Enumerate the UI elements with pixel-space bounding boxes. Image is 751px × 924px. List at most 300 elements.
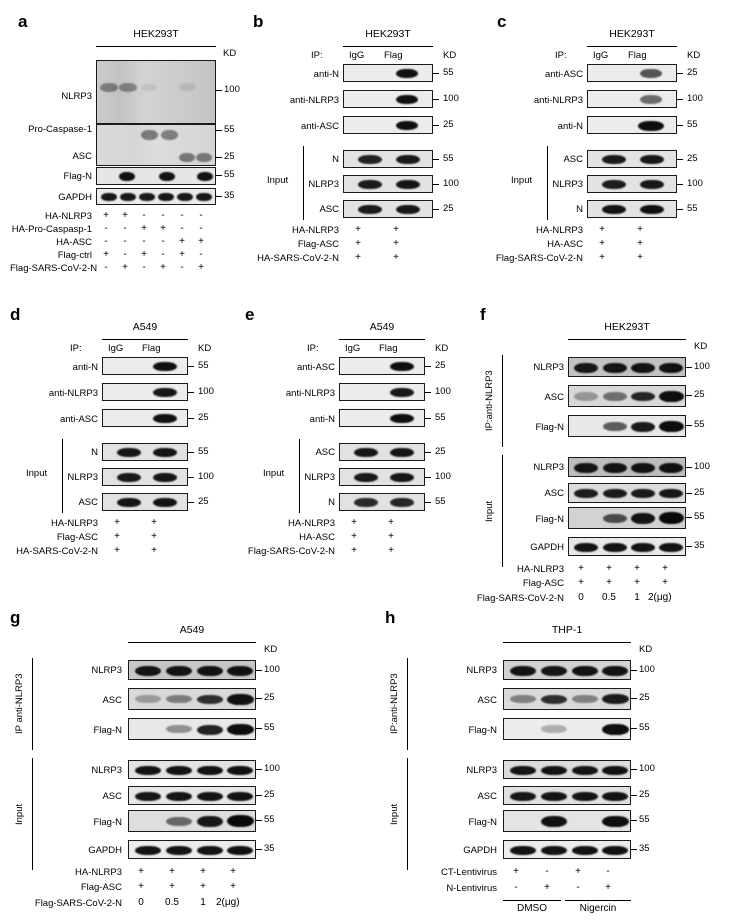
panel-d-title-rule: [102, 339, 188, 340]
panel-g-inputrow-label-3: GAPDH: [88, 845, 122, 856]
panel-e-cond-1-0: +: [351, 531, 357, 542]
panel-g-iprow-label-1: ASC: [102, 695, 122, 706]
panel-b-cond-1-0: +: [355, 238, 361, 249]
panel-h-inputrow-label-1: ASC: [477, 791, 497, 802]
panel-c-input-kd-0: 25: [687, 153, 698, 164]
panel-b-cond-0-0: +: [355, 224, 361, 235]
panel-c-blot-antiASC: [587, 64, 677, 82]
panel-g-cond-label-2: Flag-SARS-CoV-2-N: [34, 898, 122, 909]
panel-d-inputrow-label-1: NLRP3: [67, 472, 98, 483]
panel-f-input-brace: [502, 455, 503, 567]
panel-a-kd-100: 100: [224, 84, 240, 95]
panel-d-cond-2-0: +: [114, 545, 120, 556]
panel-d-ip-lane-flag: Flag: [142, 343, 161, 354]
panel-d-blot-antiN: [102, 357, 188, 375]
panel-f-blot-ip-NLRP3: [568, 357, 686, 377]
panel-b-input-kd-0: 55: [443, 153, 454, 164]
panel-h-ip-kd-1: 25: [639, 692, 650, 703]
panel-h-inputrow-label-3: GAPDH: [463, 845, 497, 856]
panel-c-iprow-label-0: anti-ASC: [544, 69, 583, 80]
panel-h-inputrow-label-0: NLRP3: [466, 765, 497, 776]
panel-g-cond-0-1: +: [169, 866, 175, 877]
panel-d-input-kd-2: 25: [198, 496, 209, 507]
panel-f-blot-ip-ASC: [568, 385, 686, 407]
panel-c-cond-label-2: Flag-SARS-CoV-2-N: [495, 253, 583, 264]
panel-e-input-label: Input: [263, 468, 285, 479]
panel-e-ip-lane-igg: IgG: [345, 343, 361, 354]
panel-e-kd-1: 100: [435, 386, 451, 397]
panel-b-kd-header: KD: [443, 50, 457, 61]
panel-b-ip-lane-flag: Flag: [384, 50, 403, 61]
panel-c-ip-lane-igg: IgG: [593, 50, 609, 61]
panel-f-blot-input-NLRP3: [568, 457, 686, 477]
panel-h-blot-input-GAPDH: [503, 840, 631, 859]
panel-a-cond-4-4: -: [180, 262, 184, 273]
panel-e-cond-0-1: +: [388, 517, 394, 528]
panel-h-cond-0-1: -: [545, 866, 549, 877]
panel-h-blot-ip-NLRP3: [503, 660, 631, 680]
panel-e-title-rule: [339, 339, 425, 340]
panel-g-inputrow-label-1: ASC: [102, 791, 122, 802]
panel-f-inputrow-label-1: ASC: [544, 488, 564, 499]
panel-a-row-label-nlrp3: NLRP3: [61, 91, 92, 102]
panel-d-blot-antiNLRP3: [102, 383, 188, 401]
panel-g-ip-brace: [32, 658, 33, 750]
panel-b-cond-0-1: +: [393, 224, 399, 235]
panel-f-kd-header: KD: [694, 341, 708, 352]
panel-g-iprow-label-0: NLRP3: [91, 665, 122, 676]
panel-b-inputrow-label-0: N: [332, 154, 339, 165]
panel-a-tick-55: [216, 130, 222, 131]
panel-h-input-kd-0: 100: [639, 763, 655, 774]
panel-d-label: d: [10, 305, 21, 324]
panel-h-group-dmso: DMSO: [517, 903, 547, 914]
panel-d-inputrow-label-2: ASC: [78, 497, 98, 508]
panel-a-cond-4-5: +: [198, 262, 204, 273]
panel-c-kd-1: 100: [687, 93, 703, 104]
panel-g-blot-input-ASC: [128, 786, 256, 805]
panel-b-blot-input-ASC: [343, 200, 433, 218]
panel-g-iprow-label-2: Flag-N: [93, 725, 122, 736]
panel-f-ip-kd-1: 25: [694, 389, 705, 400]
panel-a-cond-label-3: Flag-ctrl: [57, 250, 92, 261]
panel-e-input-kd-1: 100: [435, 471, 451, 482]
panel-d-iprow-label-2: anti-ASC: [59, 414, 98, 425]
panel-a-blot-nlrp3: [96, 60, 216, 124]
panel-b-ip-lane-igg: IgG: [349, 50, 365, 61]
panel-g-ip-kd-0: 100: [264, 664, 280, 675]
panel-h-dmso-rule: [503, 900, 561, 901]
panel-a-tick-35: [216, 196, 222, 197]
panel-c-cond-0-0: +: [599, 224, 605, 235]
panel-e-iprow-label-0: anti-ASC: [296, 362, 335, 373]
panel-a-kd-header: KD: [223, 48, 237, 59]
panel-c-ip-label: IP:: [555, 50, 567, 61]
panel-d-cond-0-0: +: [114, 517, 120, 528]
panel-b-blot-input-NLRP3: [343, 175, 433, 193]
panel-g-blot-ip-NLRP3: [128, 660, 256, 680]
panel-h-cond-1-0: -: [514, 882, 518, 893]
panel-e-blot-input-ASC: [339, 443, 425, 461]
panel-b-cond-label-2: HA-SARS-CoV-2-N: [257, 253, 339, 264]
panel-b-ip-label: IP:: [311, 50, 323, 61]
panel-e-iprow-label-2: anti-N: [309, 414, 335, 425]
panel-a-cond-4-0: -: [104, 262, 108, 273]
panel-a-cond-0-2: -: [142, 210, 146, 221]
panel-c-inputrow-label-0: ASC: [563, 154, 583, 165]
panel-f-cond-2-1: 0.5: [602, 592, 616, 603]
panel-c-input-kd-2: 55: [687, 203, 698, 214]
panel-f-cond-label-0: HA-NLRP3: [517, 564, 564, 575]
panel-f-input-kd-3: 35: [694, 540, 705, 551]
panel-g-inputrow-label-2: Flag-N: [93, 817, 122, 828]
panel-g-ip-kd-2: 55: [264, 722, 275, 733]
panel-g-cond-label-1: Flag-ASC: [80, 882, 122, 893]
panel-a-cond-0-5: -: [199, 210, 203, 221]
panel-d-cond-1-1: +: [151, 531, 157, 542]
panel-h-ip-kd-0: 100: [639, 664, 655, 675]
panel-b-inputrow-label-2: ASC: [319, 204, 339, 215]
panel-g-input-brace: [32, 758, 33, 870]
panel-e-inputrow-label-2: N: [328, 497, 335, 508]
panel-c-cond-0-1: +: [637, 224, 643, 235]
panel-h-blot-ip-FlagN: [503, 718, 631, 740]
panel-f-cond-2-2: 1: [634, 592, 640, 603]
panel-d-kd-header: KD: [198, 343, 212, 354]
panel-e-cond-label-0: HA-NLRP3: [288, 518, 335, 529]
panel-f-cond-1-3: +: [662, 577, 668, 588]
panel-c-cond-label-0: HA-NLRP3: [536, 225, 583, 236]
panel-h-blot-input-ASC: [503, 786, 631, 805]
panel-h-title-rule: [503, 642, 631, 643]
panel-f-cond-0-1: +: [606, 563, 612, 574]
panel-e-cond-label-2: Flag-SARS-CoV-2-N: [247, 546, 335, 557]
panel-b-cond-label-1: Flag-ASC: [297, 239, 339, 250]
panel-a-title-rule: [96, 46, 216, 47]
panel-a-cond-1-0: -: [104, 223, 108, 234]
panel-c-inputrow-label-2: N: [576, 204, 583, 215]
panel-e-label: e: [245, 305, 255, 324]
panel-g-input-kd-2: 55: [264, 814, 275, 825]
panel-a-cond-3-5: -: [199, 249, 203, 260]
panel-d-iprow-label-0: anti-N: [72, 362, 98, 373]
panel-a-cond-4-1: +: [122, 262, 128, 273]
panel-c-input-kd-1: 100: [687, 178, 703, 189]
panel-g-cond-label-0: HA-NLRP3: [75, 867, 122, 878]
panel-f-iprow-label-1: ASC: [544, 392, 564, 403]
panel-g-ip-side-label: IP anti-NLRP3: [14, 673, 25, 735]
panel-g-title-rule: [128, 642, 256, 643]
panel-b-kd-2: 25: [443, 119, 454, 130]
panel-c-iprow-label-1: anti-NLRP3: [533, 95, 583, 106]
panel-g-blot-ip-FlagN: [128, 718, 256, 740]
panel-h-ip-brace: [407, 658, 408, 750]
panel-g-cond-2-0: 0: [138, 897, 144, 908]
panel-h-blot-input-NLRP3: [503, 760, 631, 779]
panel-a-cond-label-2: HA-ASC: [56, 237, 92, 248]
panel-f-inputrow-label-0: NLRP3: [533, 462, 564, 473]
panel-f-iprow-label-0: NLRP3: [533, 362, 564, 373]
panel-h-cond-0-0: +: [513, 866, 519, 877]
panel-f-inputrow-label-2: Flag-N: [535, 514, 564, 525]
panel-a-cond-label-1: HA-Pro-Caspasp-1: [11, 224, 92, 235]
panel-g-blot-input-GAPDH: [128, 840, 256, 859]
panel-f-blot-ip-FlagN: [568, 415, 686, 437]
panel-g-input-kd-3: 35: [264, 843, 275, 854]
panel-g-blot-ip-ASC: [128, 688, 256, 710]
panel-d-cond-0-1: +: [151, 517, 157, 528]
panel-h-cond-0-2: +: [575, 866, 581, 877]
panel-f-cond-1-1: +: [606, 577, 612, 588]
panel-e-input-kd-2: 55: [435, 496, 446, 507]
panel-e-blot-input-N: [339, 493, 425, 511]
panel-d-cond-1-0: +: [114, 531, 120, 542]
panel-c-kd-2: 55: [687, 119, 698, 130]
panel-a-cond-4-2: -: [142, 262, 146, 273]
panel-h-ip-side-label: IP:anti-NLRP3: [389, 673, 400, 735]
panel-f-input-label: Input: [484, 500, 495, 522]
panel-h-cond-1-2: -: [576, 882, 580, 893]
panel-h-cond-1-3: +: [605, 882, 611, 893]
panel-f-cond-1-0: +: [578, 577, 584, 588]
panel-a-blot-gapdh: [96, 188, 216, 205]
panel-h-label: h: [385, 608, 396, 627]
panel-g-cond-1-2: +: [200, 881, 206, 892]
panel-h-input-kd-2: 55: [639, 814, 650, 825]
panel-a-cond-0-0: +: [103, 210, 109, 221]
panel-b-cond-label-0: HA-NLRP3: [292, 225, 339, 236]
panel-a-cond-2-1: -: [123, 236, 127, 247]
panel-f-cond-0-0: +: [578, 563, 584, 574]
panel-a-tick-55b: [216, 175, 222, 176]
panel-e-inputrow-label-1: NLRP3: [304, 472, 335, 483]
panel-a-cond-3-1: -: [123, 249, 127, 260]
panel-g-cond-2-3: 2(μg): [216, 897, 240, 908]
panel-h-iprow-label-1: ASC: [477, 695, 497, 706]
panel-a-cond-3-2: +: [141, 249, 147, 260]
panel-d-cond-label-2: HA-SARS-CoV-2-N: [16, 546, 98, 557]
panel-f-cond-2-0: 0: [578, 592, 584, 603]
panel-a-row-label-procaspase1: Pro-Caspase-1: [28, 124, 92, 135]
panel-f-title-rule: [568, 339, 686, 340]
panel-b-input-label: Input: [267, 175, 289, 186]
panel-f-cell-line: HEK293T: [604, 321, 650, 333]
panel-d-ip-label: IP:: [70, 343, 82, 354]
panel-b-iprow-label-1: anti-NLRP3: [289, 95, 339, 106]
panel-g-cond-2-1: 0.5: [165, 897, 179, 908]
panel-h-blot-input-FlagN: [503, 810, 631, 832]
panel-e-ip-label: IP:: [307, 343, 319, 354]
panel-b-input-kd-2: 25: [443, 203, 454, 214]
panel-h-cell-line: THP-1: [551, 624, 583, 636]
panel-f-input-kd-2: 55: [694, 511, 705, 522]
panel-h-iprow-label-2: Flag-N: [468, 725, 497, 736]
panel-f-cond-2-3: 2(μg): [648, 592, 672, 603]
panel-f-input-kd-1: 25: [694, 487, 705, 498]
panel-b-cond-2-0: +: [355, 252, 361, 263]
panel-f-cond-0-3: +: [662, 563, 668, 574]
panel-a-blot-flagn: [96, 167, 216, 185]
panel-a-cond-2-0: -: [104, 236, 108, 247]
panel-c-blot-antiN: [587, 116, 677, 134]
panel-b-kd-1: 100: [443, 93, 459, 104]
panel-e-kd-2: 55: [435, 412, 446, 423]
panel-g-ip-kd-1: 25: [264, 692, 275, 703]
panel-a-kd-55b: 55: [224, 169, 235, 180]
panel-h-ip-kd-2: 55: [639, 722, 650, 733]
panel-a-cond-1-1: -: [123, 223, 127, 234]
panel-c-cond-1-0: +: [599, 238, 605, 249]
panel-c-cond-2-1: +: [637, 252, 643, 263]
panel-a-cond-0-4: -: [180, 210, 184, 221]
panel-a-cond-4-3: +: [160, 262, 166, 273]
panel-e-blot-antiNLRP3: [339, 383, 425, 401]
panel-d-kd-1: 100: [198, 386, 214, 397]
panel-a-kd-35: 35: [224, 190, 235, 201]
panel-f-ip-kd-2: 55: [694, 419, 705, 430]
panel-a-blot-caspase-asc: [96, 124, 216, 166]
panel-b-inputrow-label-1: NLRP3: [308, 179, 339, 190]
panel-e-cell-line: A549: [369, 321, 395, 333]
panel-h-iprow-label-0: NLRP3: [466, 665, 497, 676]
panel-b-input-kd-1: 100: [443, 178, 459, 189]
panel-a-cond-3-0: +: [103, 249, 109, 260]
panel-b-cell-line: HEK293T: [365, 28, 411, 40]
panel-f-iprow-label-2: Flag-N: [535, 422, 564, 433]
panel-d-blot-input-NLRP3: [102, 468, 188, 486]
panel-e-kd-0: 25: [435, 360, 446, 371]
panel-c-inputrow-label-1: NLRP3: [552, 179, 583, 190]
panel-e-iprow-label-1: anti-NLRP3: [285, 388, 335, 399]
panel-b-blot-antiNLRP3: [343, 90, 433, 108]
panel-b-cond-2-1: +: [393, 252, 399, 263]
panel-c-cond-1-1: +: [637, 238, 643, 249]
panel-f-blot-input-GAPDH: [568, 537, 686, 556]
panel-a-cond-0-1: +: [122, 210, 128, 221]
panel-c-ip-lane-flag: Flag: [628, 50, 647, 61]
panel-e-cond-2-1: +: [388, 545, 394, 556]
panel-a-kd-25: 25: [224, 151, 235, 162]
panel-f-blot-input-FlagN: [568, 507, 686, 529]
panel-h-input-brace: [407, 758, 408, 870]
panel-e-blot-antiASC: [339, 357, 425, 375]
panel-a-row-label-gapdh: GAPDH: [58, 192, 92, 203]
panel-g-kd-header: KD: [264, 644, 278, 655]
panel-a-conditions: [10, 210, 218, 275]
panel-g-cond-0-2: +: [200, 866, 206, 877]
panel-a-cond-label-4: Flag-SARS-CoV-2-N: [10, 263, 98, 274]
panel-a-tick-100: [216, 90, 222, 91]
panel-a-row-label-flagn: Flag-N: [63, 171, 92, 182]
panel-f-inputrow-label-3: GAPDH: [530, 542, 564, 553]
panel-e-cond-2-0: +: [351, 545, 357, 556]
panel-a-cond-2-4: +: [179, 236, 185, 247]
panel-h-cond-label-0: CT-Lentivirus: [441, 867, 497, 878]
panel-b-kd-0: 55: [443, 67, 454, 78]
panel-f-cond-1-2: +: [634, 577, 640, 588]
panel-h-blot-ip-ASC: [503, 688, 631, 710]
panel-c-cond-2-0: +: [599, 252, 605, 263]
panel-f-ip-brace: [502, 355, 503, 447]
panel-a-cond-1-3: +: [160, 223, 166, 234]
panel-b-blot-antiN: [343, 64, 433, 82]
panel-c-cell-line: HEK293T: [609, 28, 655, 40]
panel-g-input-label: Input: [14, 803, 25, 825]
panel-b-blot-input-N: [343, 150, 433, 168]
panel-b-blot-antiASC: [343, 116, 433, 134]
panel-a-cond-1-2: +: [141, 223, 147, 234]
panel-a-label: a: [18, 12, 28, 31]
panel-d-cell-line: A549: [132, 321, 158, 333]
panel-g-input-kd-0: 100: [264, 763, 280, 774]
panel-h-kd-header: KD: [639, 644, 653, 655]
panel-h-cond-label-1: N-Lentivirus: [446, 883, 497, 894]
panel-a-cond-0-3: -: [161, 210, 165, 221]
panel-e-cond-label-1: HA-ASC: [299, 532, 335, 543]
panel-d-input-kd-0: 55: [198, 446, 209, 457]
panel-c-blot-input-ASC: [587, 150, 677, 168]
panel-a-tick-25: [216, 157, 222, 158]
panel-a-cond-2-2: -: [142, 236, 146, 247]
panel-c-title-rule: [587, 46, 677, 47]
panel-h-group-nigercin: Nigercin: [579, 903, 617, 914]
panel-g-label: g: [10, 608, 21, 627]
panel-h-inputrow-label-2: Flag-N: [468, 817, 497, 828]
panel-e-kd-header: KD: [435, 343, 449, 354]
panel-a-cond-2-5: +: [198, 236, 204, 247]
panel-g-cond-0-0: +: [138, 866, 144, 877]
panel-h-cond-0-3: -: [606, 866, 610, 877]
panel-h-input-label: Input: [389, 803, 400, 825]
panel-d-input-label: Input: [26, 468, 48, 479]
panel-f-blot-input-ASC: [568, 483, 686, 503]
panel-g-cond-1-0: +: [138, 881, 144, 892]
panel-a-cond-2-3: -: [161, 236, 165, 247]
panel-e-ip-lane-flag: Flag: [379, 343, 398, 354]
panel-d-blot-input-N: [102, 443, 188, 461]
panel-d-input-kd-1: 100: [198, 471, 214, 482]
panel-d-kd-2: 25: [198, 412, 209, 423]
panel-c-cond-label-1: HA-ASC: [547, 239, 583, 250]
panel-c-kd-0: 25: [687, 67, 698, 78]
panel-f-ip-side-label: IP:anti-NLRP3: [484, 370, 495, 432]
panel-a-cell-line: HEK293T: [133, 28, 179, 40]
panel-g-cell-line: A549: [179, 624, 205, 636]
panel-a-cond-3-4: +: [179, 249, 185, 260]
panel-g-blot-input-FlagN: [128, 810, 256, 832]
panel-a-kd-55: 55: [224, 124, 235, 135]
panel-h-cond-1-1: +: [544, 882, 550, 893]
panel-f-label: f: [480, 305, 486, 324]
panel-c-label: c: [497, 12, 507, 31]
panel-f-input-kd-0: 100: [694, 461, 710, 472]
panel-b-iprow-label-0: anti-N: [313, 69, 339, 80]
panel-b-cond-1-1: +: [393, 238, 399, 249]
panel-e-blot-input-NLRP3: [339, 468, 425, 486]
panel-d-kd-0: 55: [198, 360, 209, 371]
panel-h-nigercin-rule: [565, 900, 631, 901]
panel-a-cond-1-4: -: [180, 223, 184, 234]
panel-e-cond-1-1: +: [388, 531, 394, 542]
panel-g-blot-input-NLRP3: [128, 760, 256, 779]
panel-b-label: b: [253, 12, 264, 31]
panel-d-inputrow-label-0: N: [91, 447, 98, 458]
panel-c-kd-header: KD: [687, 50, 701, 61]
panel-a-cond-label-0: HA-NLRP3: [45, 211, 92, 222]
panel-d-ip-lane-igg: IgG: [108, 343, 124, 354]
panel-c-iprow-label-2: anti-N: [557, 121, 583, 132]
panel-a-cond-3-3: -: [161, 249, 165, 260]
